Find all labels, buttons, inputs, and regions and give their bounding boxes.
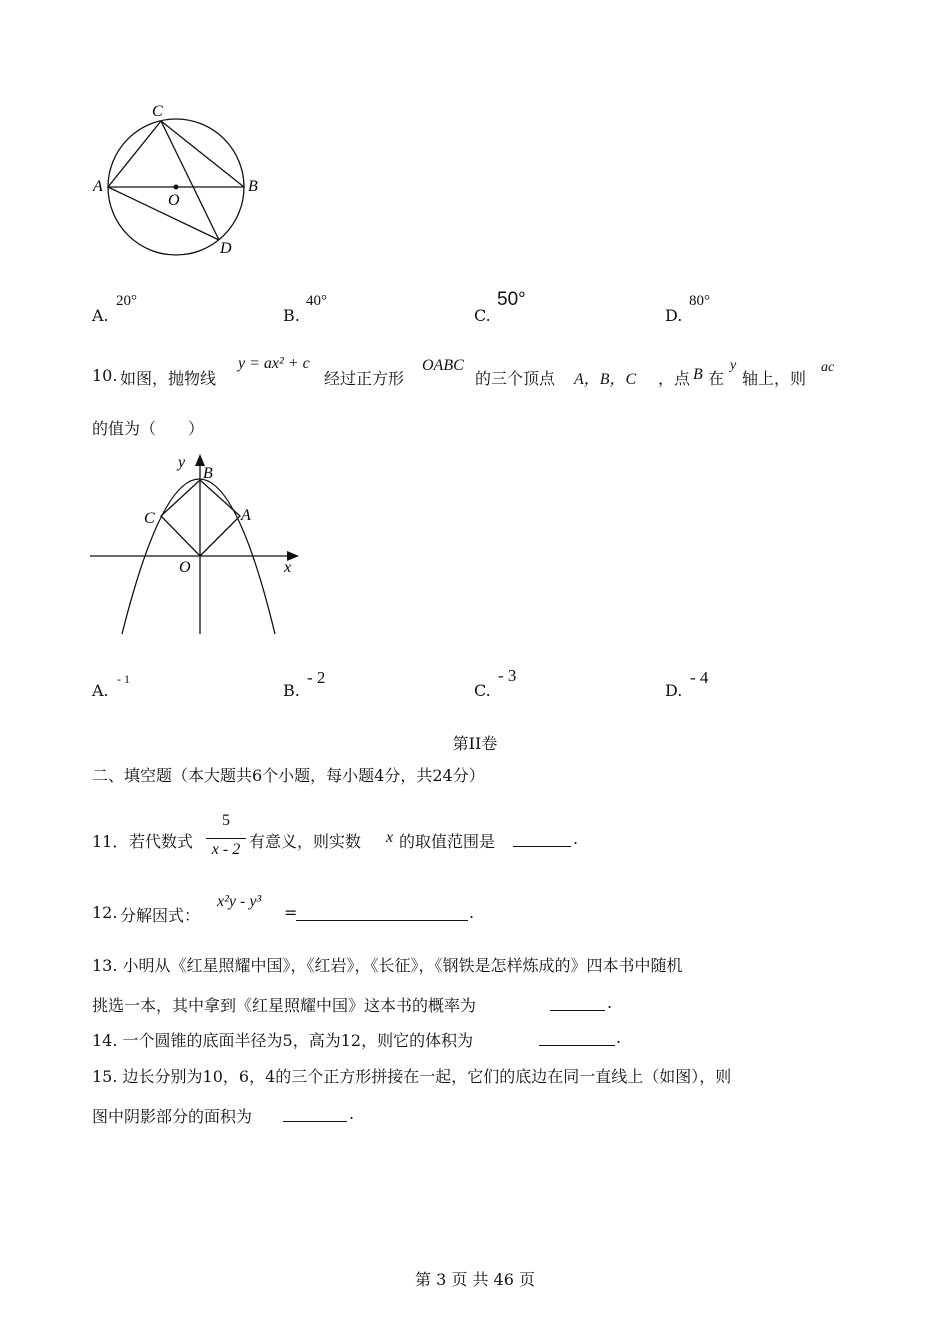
q15-line1: 15. 边长分别为10，6，4的三个正方形拼接在一起，它们的底边在同一直线上（如图），则: [92, 1067, 732, 1086]
q13-line2-text: 挑选一本，其中拿到《红星照耀中国》这本书的概率为: [92, 996, 477, 1015]
q11-end-mark: .: [573, 829, 579, 848]
q10-option-b-value: - 2: [307, 668, 326, 687]
q9-chord-cb: [161, 121, 244, 187]
q10-option-d-letter: D.: [665, 681, 683, 700]
q14-text: 14. 一个圆锥的底面半径为5，高为12，则它的体积为: [92, 1031, 474, 1050]
q10-option-c-letter: C.: [474, 681, 491, 700]
q12-question: [92, 890, 792, 926]
q9-option-b-letter: B.: [283, 306, 300, 325]
q11-answer-blank[interactable]: [513, 830, 571, 847]
q12-expression: x²y - y³: [217, 893, 262, 910]
q9-label-a: A: [93, 178, 103, 195]
q9-circle-figure: [86, 98, 276, 260]
q11-fraction-denominator: x - 2: [211, 841, 241, 858]
page-footer: 第 3 页 共 46 页: [415, 1270, 535, 1289]
q10-text-6: 轴上，则: [742, 369, 807, 388]
q9-option-d-letter: D.: [665, 306, 683, 325]
q10-option-a-value: - 1: [117, 672, 130, 686]
q13-line1: 13. 小明从《红星照耀中国》，《红岩》，《长征》，《钢铁是怎样炼成的》四本书中随机: [92, 956, 683, 975]
q10-text-2: 经过正方形: [324, 369, 405, 388]
q9-center-dot: [174, 185, 179, 190]
q9-label-d: D: [220, 240, 232, 257]
q11-fraction-bar: [206, 838, 246, 839]
q12-text-1: 分解因式：: [120, 906, 201, 925]
q11-text-1: 若代数式: [129, 832, 194, 851]
q10-formula: y = ax² + c: [238, 355, 310, 372]
q9-label-b: B: [248, 178, 258, 195]
q10-label-b: B: [203, 465, 213, 482]
q12-number: 12.: [92, 903, 118, 922]
volume-title: 第II卷: [452, 734, 498, 753]
q10-parabola-figure: [86, 448, 306, 638]
q10-axis-y: y: [730, 358, 737, 373]
q13-line2: [92, 993, 792, 1015]
q11-number: 11．: [92, 832, 129, 851]
q10-number: 10.: [92, 366, 118, 385]
q10-option-d-value: - 4: [690, 668, 709, 687]
q10-text-3: 的三个顶点: [475, 369, 556, 388]
q9-option-b-value: 40°: [306, 293, 327, 309]
q14-answer-blank[interactable]: [539, 1029, 615, 1046]
q10-point-b: B: [693, 366, 703, 383]
q10-square-name: OABC: [422, 357, 464, 374]
q9-option-c-value: 50°: [497, 289, 526, 310]
q10-question-line1: [92, 355, 872, 392]
section-heading: 二、填空题（本大题共6个小题，每小题4分，共24分）: [92, 766, 485, 785]
q10-label-x: x: [284, 559, 292, 576]
q14-question: [92, 1028, 792, 1050]
q10-ac: ac: [821, 360, 835, 375]
q11-text-2: 有意义，则实数: [249, 832, 362, 851]
q14-end-mark: .: [616, 1028, 622, 1047]
q9-option-a-letter: A.: [92, 306, 109, 325]
q15-line2: [92, 1104, 792, 1126]
q10-text-5: 在: [708, 369, 725, 388]
q11-question: [92, 812, 792, 862]
q10-option-c-value: - 3: [498, 666, 517, 685]
q10-label-o: O: [179, 559, 191, 576]
q9-label-c: C: [152, 103, 163, 120]
q10-option-b-letter: B.: [283, 681, 300, 700]
q13-answer-blank[interactable]: [550, 994, 605, 1011]
q15-end-mark: .: [349, 1104, 355, 1123]
q12-equals: =: [284, 903, 298, 922]
q10-label-c: C: [144, 510, 155, 527]
q11-text-3: 的取值范围是: [399, 832, 496, 851]
q10-text-4: ，点: [658, 369, 691, 388]
q12-answer-blank[interactable]: [296, 904, 468, 921]
q9-option-c-letter: C.: [474, 306, 491, 325]
q10-points: A，B，C: [574, 371, 637, 388]
q9-option-a-value: 20°: [116, 293, 137, 309]
q13-end-mark: .: [607, 993, 613, 1012]
q11-fraction-numerator: 5: [222, 812, 230, 829]
q10-text-1: 如图，抛物线: [120, 369, 217, 388]
q12-end-mark: .: [469, 903, 475, 922]
q10-question-line2: 的值为（ ）: [92, 419, 205, 438]
q9-chord-cd: [161, 121, 219, 240]
q15-answer-blank[interactable]: [283, 1105, 347, 1122]
q10-option-a-letter: A.: [92, 681, 109, 700]
q11-var-x: x: [386, 829, 394, 846]
q15-line2-text: 图中阴影部分的面积为: [92, 1107, 253, 1126]
q10-label-a: A: [241, 507, 251, 524]
q9-option-d-value: 80°: [689, 293, 710, 309]
q9-label-o: O: [168, 192, 180, 209]
q10-label-y: y: [178, 454, 186, 471]
